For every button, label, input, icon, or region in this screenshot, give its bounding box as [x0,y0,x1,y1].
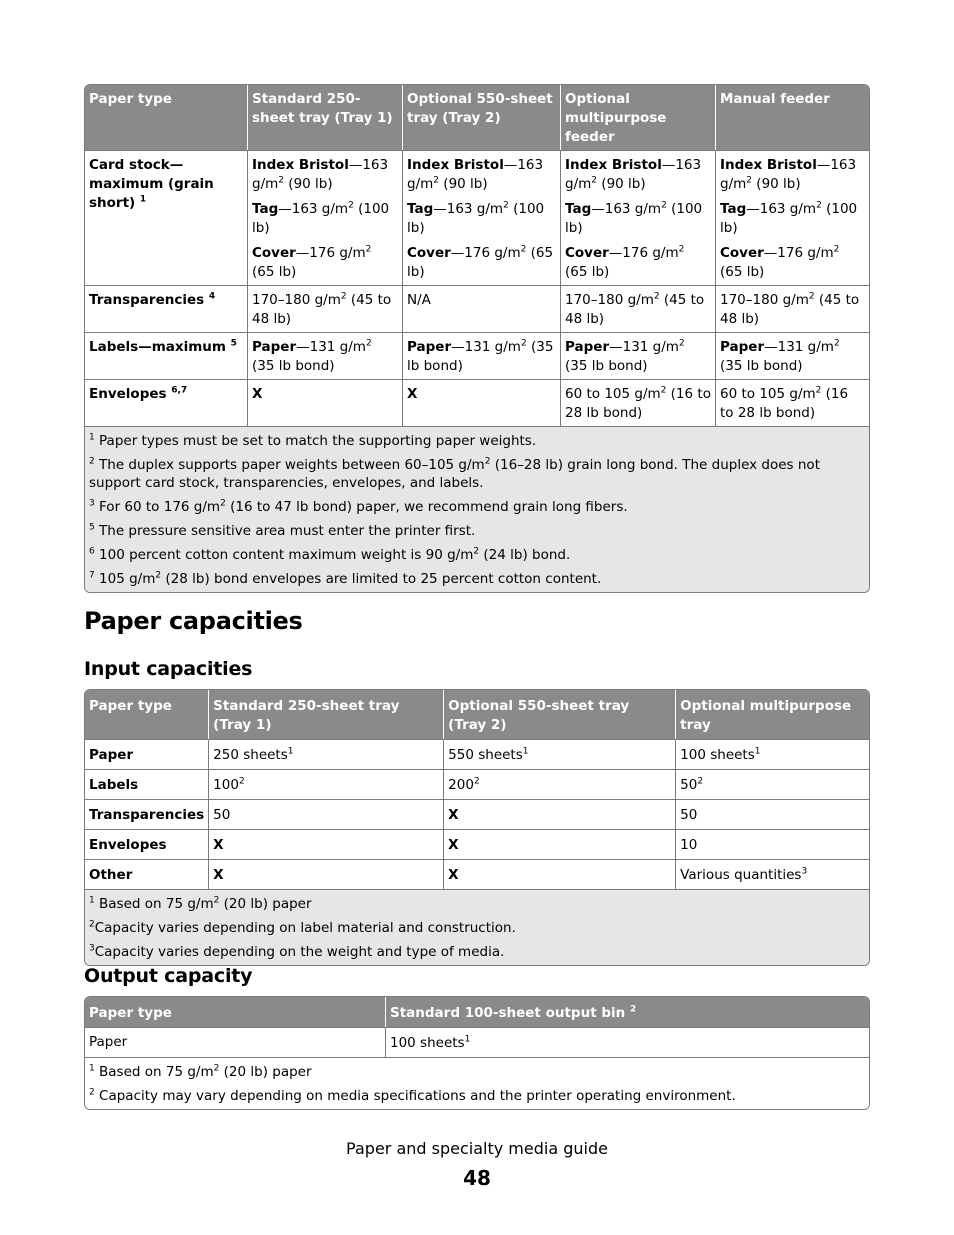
footnote-mark: 5 [230,338,237,349]
column-header: Optional 550-sheet tray (Tray 2) [403,85,561,150]
footnote [89,895,865,913]
weight-label: Cover [407,245,451,261]
paper-type-label: Labels—maximum [89,339,226,355]
superscript: 2 [816,200,822,211]
capacity-value: 100 [213,777,239,793]
output-header-row [85,997,869,1027]
footnote-mark: 2 [629,1004,637,1015]
column-header: Standard 250-sheet tray (Tray 1) [248,85,403,150]
weight-unit: (90 lb) [597,176,646,192]
paper-weights-block [84,84,870,593]
weight-label: Cover [252,245,296,261]
weight-entry [720,200,865,238]
weight-entry [565,385,711,423]
footnote-text: Capacity may vary depending on media specifications and the printer operating environment. [94,1088,736,1104]
superscript: 2 [833,244,840,255]
weight-cell [248,285,403,332]
weight-value: 60 to 105 g/m [720,386,816,402]
footnote [89,456,865,492]
superscript: 2 [653,291,660,302]
footnotes [85,1057,869,1109]
weight-unit: (45 to 48 lb) [720,292,860,327]
paper-type-cell: Envelopes [85,829,209,859]
capacity-value: 50 [680,807,698,823]
footnote [89,522,865,540]
capacity-value: X [448,867,459,883]
weight-value: —163 g/m [433,201,504,217]
weight-cell [403,332,561,379]
footnotes [85,426,869,592]
footnote-mark: 6 [89,546,95,557]
column-header: Optional multipurpose feeder [561,85,716,150]
superscript: 2 [520,244,527,255]
superscript: 2 [348,200,354,211]
weight-value: 170–180 g/m [720,292,809,308]
footnote [89,498,865,516]
input-capacities-block [84,689,870,966]
weight-unit: (65 lb) [407,245,554,280]
weight-value: —163 g/m [720,157,857,192]
capacity-value: 550 sheets [448,747,523,763]
superscript: 2 [433,175,440,186]
capacity-value: X [448,837,459,853]
footnote-text: (16 to 47 lb bond) paper, we recommend grain long fibers. [225,499,628,515]
weight-label: Cover [720,245,764,261]
weight-unit: (100 lb) [720,201,858,236]
weight-label: Index Bristol [407,157,504,173]
weight-entry [407,385,556,404]
weight-value: —163 g/m [746,201,817,217]
superscript: 2 [278,175,285,186]
capacity-value: X [448,807,459,823]
paper-type-cell [85,332,248,379]
input-header-row [85,690,869,739]
weight-cell [248,150,403,285]
weight-unit: (35 lb bond) [252,358,335,374]
superscript: 2 [678,338,685,349]
weight-entry [565,338,711,376]
footnote-mark: 2 [89,919,95,930]
weight-entry [720,244,865,282]
weight-value: —163 g/m [278,201,349,217]
superscript: 2 [833,338,840,349]
capacity-value: 250 sheets [213,747,288,763]
weight-value: —163 g/m [591,201,662,217]
weight-entry [565,156,711,194]
capacity-cell [444,859,676,889]
weight-entry [565,291,711,329]
capacity-cell [676,859,869,889]
output-capacity-heading: Output capacity [84,965,253,987]
weight-entry [407,244,556,282]
paper-weights-header-row [85,85,869,150]
superscript: 2 [213,895,220,906]
weight-value: —131 g/m [764,339,834,355]
weight-cell [403,285,561,332]
output-notes-row [85,1057,869,1109]
footnote [89,432,865,450]
weight-label: Cover [565,245,609,261]
footnote [89,943,865,961]
table-row [85,285,869,332]
weight-label: Paper [407,339,452,355]
weight-cell [561,150,716,285]
table-row [85,1027,869,1057]
weight-unit: (65 lb) [720,264,765,280]
weight-unit: (90 lb) [439,176,488,192]
capacity-value: 10 [680,837,698,853]
superscript: 2 [365,244,372,255]
footnote-mark: 3 [801,866,808,877]
weight-entry [407,291,556,310]
footnote-mark: 3 [89,943,95,954]
footnote-mark: 1 [287,746,294,757]
column-header [386,997,869,1027]
weight-value: N/A [407,292,431,308]
footnote-text: The pressure sensitive area must enter the printer first. [94,523,476,539]
column-header: Paper type [85,85,248,150]
weight-value: 170–180 g/m [252,292,341,308]
footnote-text: Based on 75 g/m [94,1064,214,1080]
weight-cell [716,379,869,426]
footnote-mark: 6,7 [171,385,188,396]
superscript: 2 [661,200,667,211]
weight-cell [403,379,561,426]
footnote-mark: 1 [754,746,761,757]
capacity-value: X [213,837,224,853]
capacity-cell [209,829,444,859]
weight-entry [720,156,865,194]
weight-entry [252,200,398,238]
superscript: 2 [213,1063,220,1074]
weight-label: Paper [720,339,765,355]
footnote-mark: 1 [139,194,147,205]
weight-unit: (100 lb) [252,201,390,236]
footnote-text: Based on 75 g/m [94,896,214,912]
weight-entry [407,200,556,238]
weight-value: —131 g/m [451,339,521,355]
footnote-text: 100 percent cotton content maximum weight is 90 g/m [94,547,474,563]
superscript: 2 [503,200,509,211]
table-row [85,799,869,829]
weight-label: X [252,386,263,402]
weight-value: —176 g/m [295,245,366,261]
table-row [85,859,869,889]
table-row [85,150,869,285]
capacity-value: 200 [448,777,474,793]
footnote-text: For 60 to 176 g/m [94,499,221,515]
capacity-value: 50 [680,777,698,793]
weight-cell [561,332,716,379]
table-row [85,332,869,379]
column-header: Standard 250-sheet tray (Tray 1) [209,690,444,739]
weight-unit: (100 lb) [565,201,703,236]
superscript: 2 [660,385,667,396]
weight-value: —176 g/m [450,245,521,261]
table-row [85,379,869,426]
weight-value: —163 g/m [565,157,702,192]
column-header-label: Standard 100-sheet output bin [390,1005,626,1021]
superscript: 2 [808,291,815,302]
footnote-mark: 7 [89,570,95,581]
weight-label: Tag [252,201,279,217]
weight-value: —163 g/m [252,157,389,192]
weight-unit: (100 lb) [407,201,545,236]
footnote-text: (20 lb) paper [219,896,312,912]
footnote-text: Capacity varies depending on label material and construction. [94,920,516,936]
weight-unit: (35 lb bond) [407,339,554,374]
weight-entry [565,200,711,238]
capacity-cell [209,859,444,889]
weight-cell [248,332,403,379]
capacity-cell [386,1027,869,1057]
footnote-mark: 1 [522,746,529,757]
footnote [89,1087,865,1105]
output-capacity-block [84,996,870,1110]
weight-label: Tag [720,201,747,217]
paper-type-cell [85,379,248,426]
footnote-mark: 2 [89,456,95,467]
weight-label: Index Bristol [252,157,349,173]
paper-type-cell: Paper [85,1027,386,1057]
paper-type-cell: Transparencies [85,799,209,829]
capacity-cell [209,799,444,829]
capacity-value: Various quantities [680,867,802,883]
column-header: Paper type [85,690,209,739]
footnote-text: The duplex supports paper weights between 60–105 g/m [94,457,485,473]
weight-unit: (45 to 48 lb) [565,292,705,327]
weight-entry [252,291,398,329]
capacity-value: 100 sheets [390,1035,465,1051]
weight-entry [720,291,865,329]
weight-unit: (45 to 48 lb) [252,292,392,327]
footer-guide-title: Paper and specialty media guide [346,1139,608,1158]
footnote-mark: 1 [464,1034,471,1045]
footnote-text: Paper types must be set to match the supporting paper weights. [94,433,537,449]
capacity-cell [444,829,676,859]
weight-label: Paper [252,339,297,355]
page-title: Paper capacities [84,607,303,635]
weight-cell [561,379,716,426]
superscript: 2 [484,456,491,467]
table-row [85,829,869,859]
paper-type-label: Envelopes [89,386,167,402]
superscript: 2 [591,175,598,186]
column-header: Manual feeder [716,85,869,150]
page-number: 48 [463,1166,491,1190]
weight-unit: (90 lb) [752,176,801,192]
footnote-mark: 2 [473,776,480,787]
footnote-mark: 1 [89,1063,95,1074]
capacity-cell [209,739,444,769]
capacity-cell [209,769,444,799]
column-header: Paper type [85,997,386,1027]
paper-type-cell: Paper [85,739,209,769]
weight-unit: (16 to 28 lb bond) [565,386,711,421]
table-row [85,769,869,799]
weight-cell [561,285,716,332]
weight-label: Index Bristol [720,157,817,173]
output-capacity-table [84,996,870,1110]
superscript: 2 [340,291,347,302]
weight-unit: (35 lb bond) [565,358,648,374]
footnote-mark: 4 [208,291,216,302]
weight-unit: (65 lb) [252,264,297,280]
superscript: 2 [220,498,226,509]
paper-weights-notes-row [85,426,869,592]
paper-type-label: Transparencies [89,292,205,308]
superscript: 2 [520,338,527,349]
paper-type-cell: Other [85,859,209,889]
footnote-mark: 2 [89,1087,95,1098]
superscript: 2 [155,570,162,581]
capacity-cell [444,799,676,829]
footnote-text: 105 g/m [94,571,156,587]
weight-value: —163 g/m [407,157,544,192]
superscript: 2 [815,385,822,396]
weight-label: X [407,386,418,402]
weight-cell [716,150,869,285]
input-capacities-heading: Input capacities [84,658,253,680]
paper-type-cell [85,150,248,285]
superscript: 2 [365,338,372,349]
weight-value: —176 g/m [763,245,834,261]
weight-label: Tag [565,201,592,217]
weight-value: 170–180 g/m [565,292,654,308]
weight-cell [248,379,403,426]
footnote-text: (24 lb) bond. [479,547,571,563]
weight-entry [252,338,398,376]
capacity-cell [676,799,869,829]
weight-cell [716,285,869,332]
weight-entry [720,338,865,376]
paper-type-label: Card stock—maximum (grain short) [89,157,214,211]
weight-unit: (65 lb) [565,264,610,280]
capacity-cell [676,829,869,859]
footnote [89,546,865,564]
input-notes-row [85,889,869,965]
capacity-value: 50 [213,807,231,823]
column-header: Optional multipurpose tray [676,690,869,739]
weight-entry [565,244,711,282]
paper-type-cell [85,285,248,332]
footnotes [85,889,869,965]
weight-entry [252,385,398,404]
footnote-mark: 2 [238,776,245,787]
weight-value: —131 g/m [609,339,679,355]
footnote-mark: 5 [89,522,95,533]
weight-value: —176 g/m [608,245,679,261]
footnote [89,919,865,937]
footnote-mark: 2 [697,776,704,787]
capacity-cell [444,739,676,769]
capacity-cell [676,769,869,799]
column-header: Optional 550-sheet tray (Tray 2) [444,690,676,739]
table-row [85,739,869,769]
input-capacities-table [84,689,870,966]
superscript: 2 [473,546,480,557]
paper-type-cell: Labels [85,769,209,799]
weight-label: Tag [407,201,434,217]
footnote-text: Capacity varies depending on the weight and type of media. [94,944,505,960]
weight-entry [720,385,865,423]
footnote-mark: 1 [89,895,95,906]
weight-cell [716,332,869,379]
paper-weights-table [84,84,870,593]
footnote-text: (16–28 lb) grain long bond. The duplex does not support card stock, transparencies, envelopes, and labels. [89,457,820,491]
weight-entry [407,338,556,376]
weight-cell [403,150,561,285]
weight-value: —131 g/m [296,339,366,355]
capacity-value: X [213,867,224,883]
weight-entry [252,156,398,194]
capacity-value: 100 sheets [680,747,755,763]
weight-label: Index Bristol [565,157,662,173]
footnote-text: (20 lb) paper [219,1064,312,1080]
weight-unit: (16 to 28 lb bond) [720,386,849,421]
weight-label: Paper [565,339,610,355]
capacity-cell [444,769,676,799]
weight-value: 60 to 105 g/m [565,386,661,402]
weight-unit: (90 lb) [284,176,333,192]
superscript: 2 [746,175,753,186]
footnote-mark: 3 [89,498,95,509]
footnote [89,570,865,588]
superscript: 2 [678,244,685,255]
footnote-mark: 1 [89,432,95,443]
weight-unit: (35 lb bond) [720,358,803,374]
footnote-text: (28 lb) bond envelopes are limited to 25 percent cotton content. [161,571,602,587]
footnote [89,1063,865,1081]
weight-entry [407,156,556,194]
capacity-cell [676,739,869,769]
weight-entry [252,244,398,282]
